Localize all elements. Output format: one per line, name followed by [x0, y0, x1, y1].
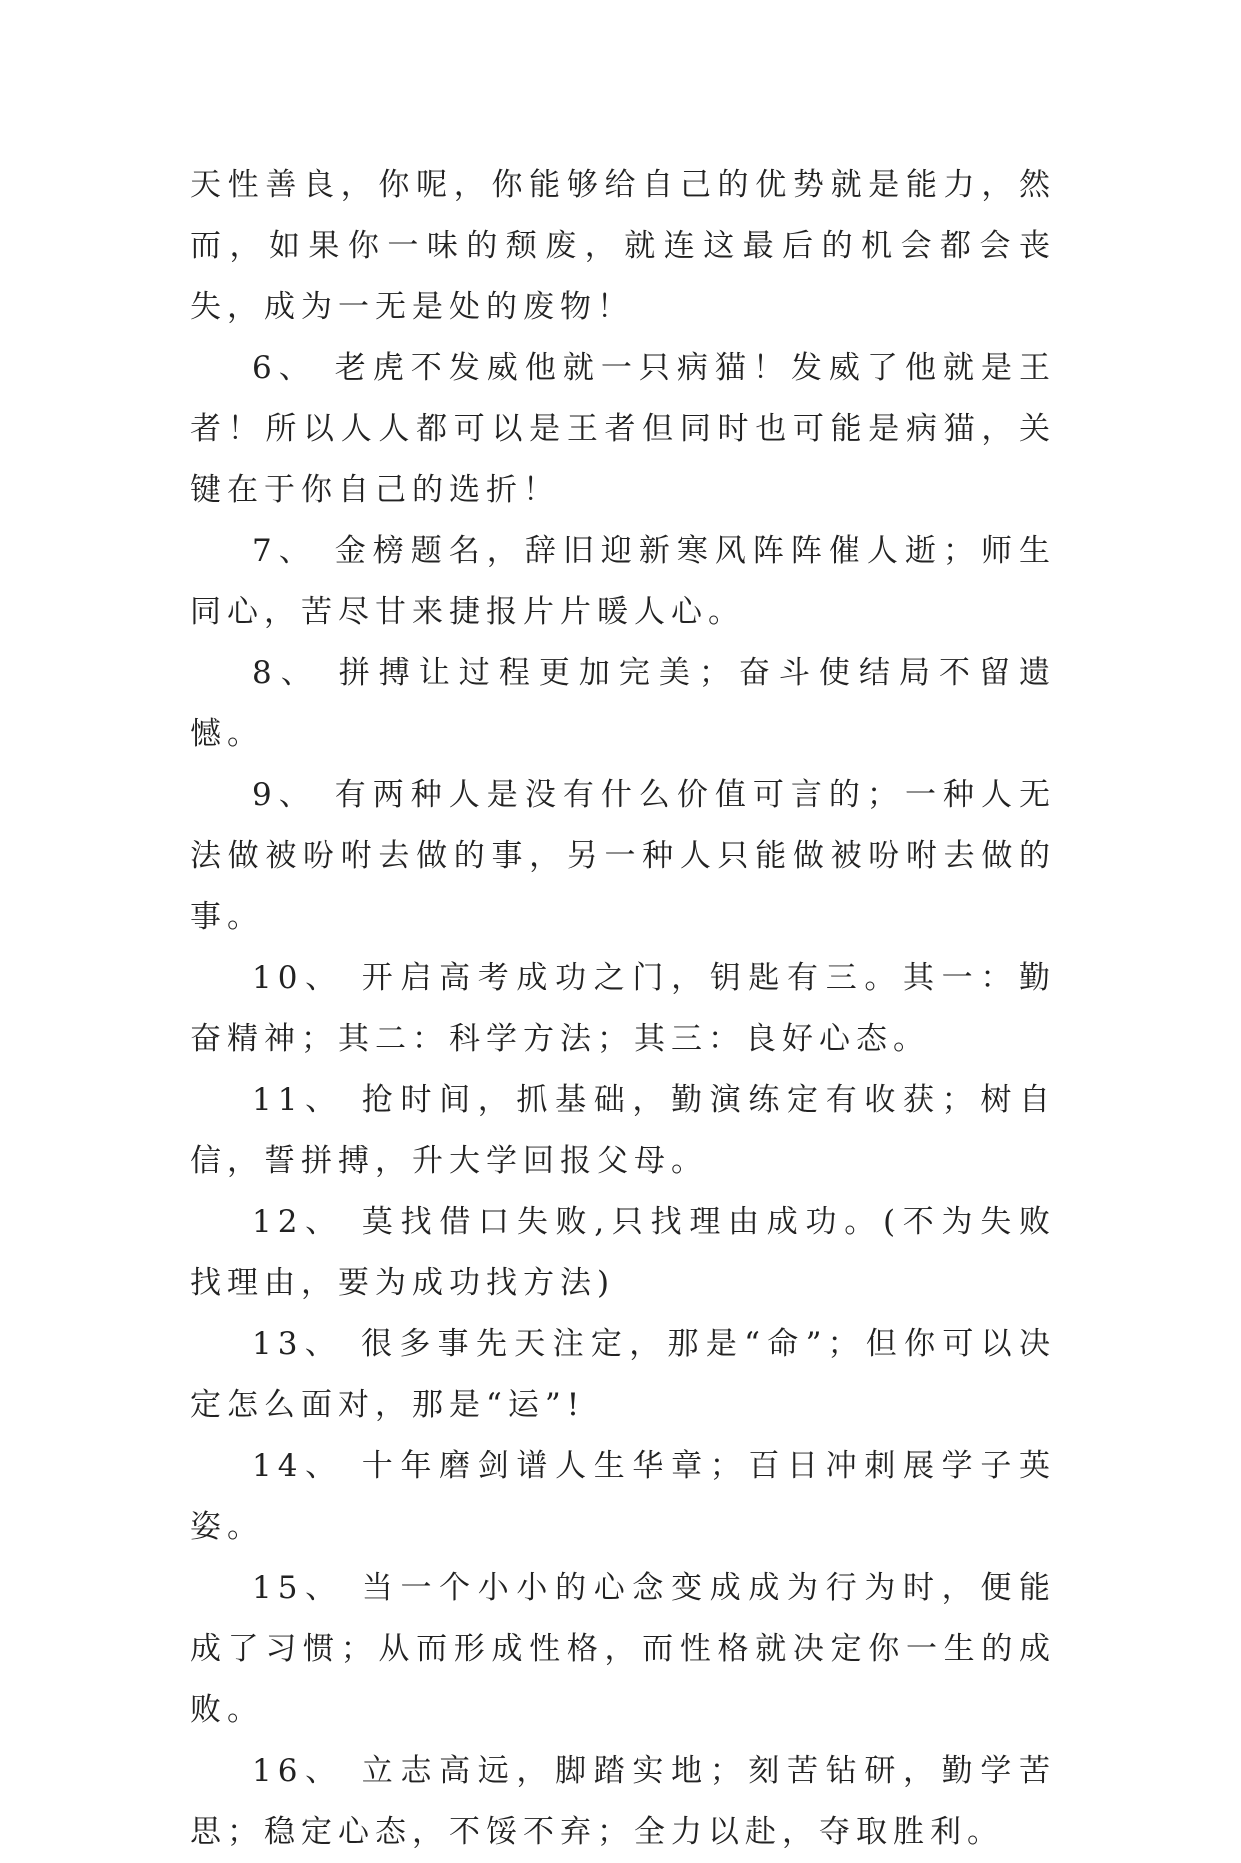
list-item-number: 6、	[252, 350, 317, 386]
list-item-number: 7、	[252, 533, 317, 569]
list-item-number: 15、	[252, 1570, 344, 1606]
list-item-number: 16、	[252, 1753, 344, 1789]
list-item	[190, 1314, 1056, 1436]
list-item	[190, 1070, 1056, 1192]
document-body	[190, 155, 1056, 1863]
list-item-number: 9、	[252, 777, 317, 813]
list-item-text: 开启高考成功之门，钥匙有三。其一：勤奋精神；其二：科学方法；其三：良好心态。	[190, 960, 1057, 1057]
list-item-text: 金榜题名，辞旧迎新寒风阵阵催人逝；师生同心，苦尽甘来捷报片片暖人心。	[190, 533, 1056, 630]
list-item	[190, 1436, 1056, 1558]
list-item-text: 很多事先天注定，那是“命”；但你可以决定怎么面对，那是“运”!	[190, 1326, 1056, 1423]
list-item-text: 抢时间，抓基础，勤演练定有收获；树自信，誓拼搏，升大学回报父母。	[190, 1082, 1057, 1179]
list-item-text: 立志高远，脚踏实地；刻苦钻研，勤学苦思；稳定心态，不馁不弃；全力以赴，夺取胜利。	[190, 1753, 1057, 1850]
paragraph-continuation	[190, 155, 1056, 338]
list-item-number: 8、	[252, 655, 321, 691]
list-item-text: 有两种人是没有什么价值可言的；一种人无法做被吩咐去做的事，另一种人只能做被吩咐去做的事。	[190, 777, 1056, 935]
paragraph-text: 天性善良，你呢，你能够给自己的优势就是能力，然而，如果你一味的颓废，就连这最后的机会都会丧失，成为一无是处的废物！	[190, 167, 1056, 325]
list-item-number: 13、	[252, 1326, 344, 1362]
list-item-text: 十年磨剑谱人生华章；百日冲刺展学子英姿。	[190, 1448, 1057, 1545]
list-item	[190, 948, 1056, 1070]
list-item-number: 14、	[252, 1448, 344, 1484]
list-item	[190, 338, 1056, 521]
list-item	[190, 765, 1056, 948]
list-item-text: 老虎不发威他就一只病猫！发威了他就是王者！所以人人都可以是王者但同时也可能是病猫，关键在于你自己的选折！	[190, 350, 1056, 508]
list-item	[190, 1741, 1056, 1863]
list-item	[190, 1558, 1056, 1741]
list-item-text: 莫找借口失败,只找理由成功。(不为失败找理由，要为成功找方法)	[190, 1204, 1056, 1301]
list-item	[190, 643, 1056, 765]
list-item-number: 11、	[252, 1082, 344, 1118]
list-item	[190, 1192, 1056, 1314]
list-item-text: 拼搏让过程更加完美；奋斗使结局不留遗憾。	[190, 655, 1057, 752]
list-item-number: 10、	[252, 960, 344, 996]
list-item-text: 当一个小小的心念变成成为行为时，便能成了习惯；从而形成性格，而性格就决定你一生的成败。	[190, 1570, 1057, 1728]
list-item	[190, 521, 1056, 643]
list-item-number: 12、	[252, 1204, 344, 1240]
